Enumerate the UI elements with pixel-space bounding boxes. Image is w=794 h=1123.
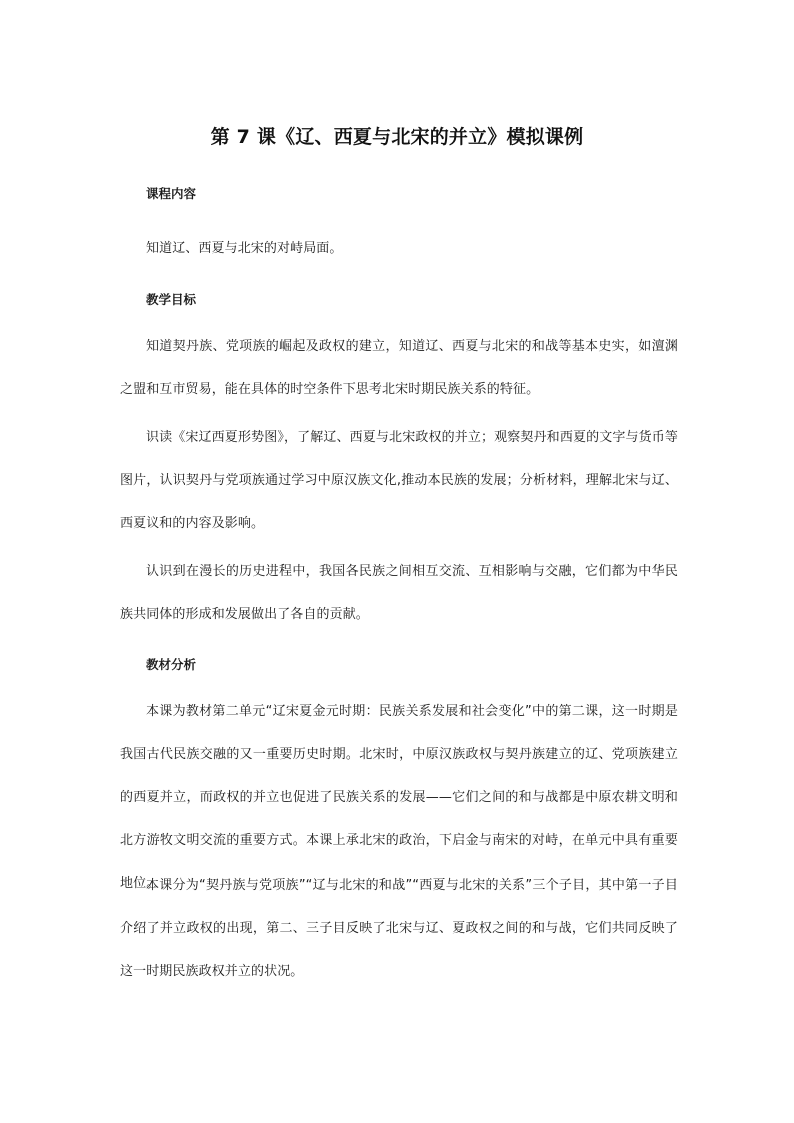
section-heading-teaching-goals: 教学目标 <box>146 292 197 307</box>
teaching-goals-paragraph-2: 识读《宋辽西夏形势图》，了解辽、西夏与北宋政权的并立；观察契丹和西夏的文字与货币等图片，认识契丹与党项族通过学习中原汉族文化,推动本民族的发展；分析材料，理解北宋与辽、西夏议和的内容及影响。 <box>120 430 678 531</box>
course-content-paragraph: 知道辽、西夏与北宋的对峙局面。 <box>146 241 343 256</box>
teaching-goals-paragraph-3: 认识到在漫长的历史进程中，我国各民族之间相互交流、互相影响与交融，它们都为中华民族共同体的形成和发展做出了各自的贡献。 <box>120 564 678 622</box>
section-heading-textbook-analysis: 教材分析 <box>146 657 197 672</box>
section-heading-course-content: 课程内容 <box>146 186 197 201</box>
page-title: 第 7 课《辽、西夏与北宋的并立》模拟课例 <box>210 126 584 148</box>
teaching-goals-paragraph-1: 知道契丹族、党项族的崛起及政权的建立，知道辽、西夏与北宋的和战等基本史实，如澶渊之盟和互市贸易，能在具体的时空条件下思考北宋时期民族关系的特征。 <box>120 339 678 397</box>
textbook-analysis-paragraph-2: 本课分为“契丹族与党项族”“辽与北宋的和战”“西夏与北宋的关系”三个子目，其中第一子目介绍了并立政权的出现，第二、三子目反映了北宋与辽、夏政权之间的和与战，它们共同反映了这一时期民族政权并立的状况。 <box>120 878 678 979</box>
textbook-analysis-paragraph-1: 本课为教材第二单元“辽宋夏金元时期：民族关系发展和社会变化”中的第二课，这一时期是我国古代民族交融的又一重要历史时期。北宋时，中原汉族政权与契丹族建立的辽、党项族建立的西夏并立，而政权的并立也促进了民族关系的发展——它们之间的和与战都是中原农耕文明和北方游牧文明交流的重要方式。本课上承北宋的政治，下启金与南宋的对峙，在单元中具有重要地位。 <box>120 704 678 891</box>
